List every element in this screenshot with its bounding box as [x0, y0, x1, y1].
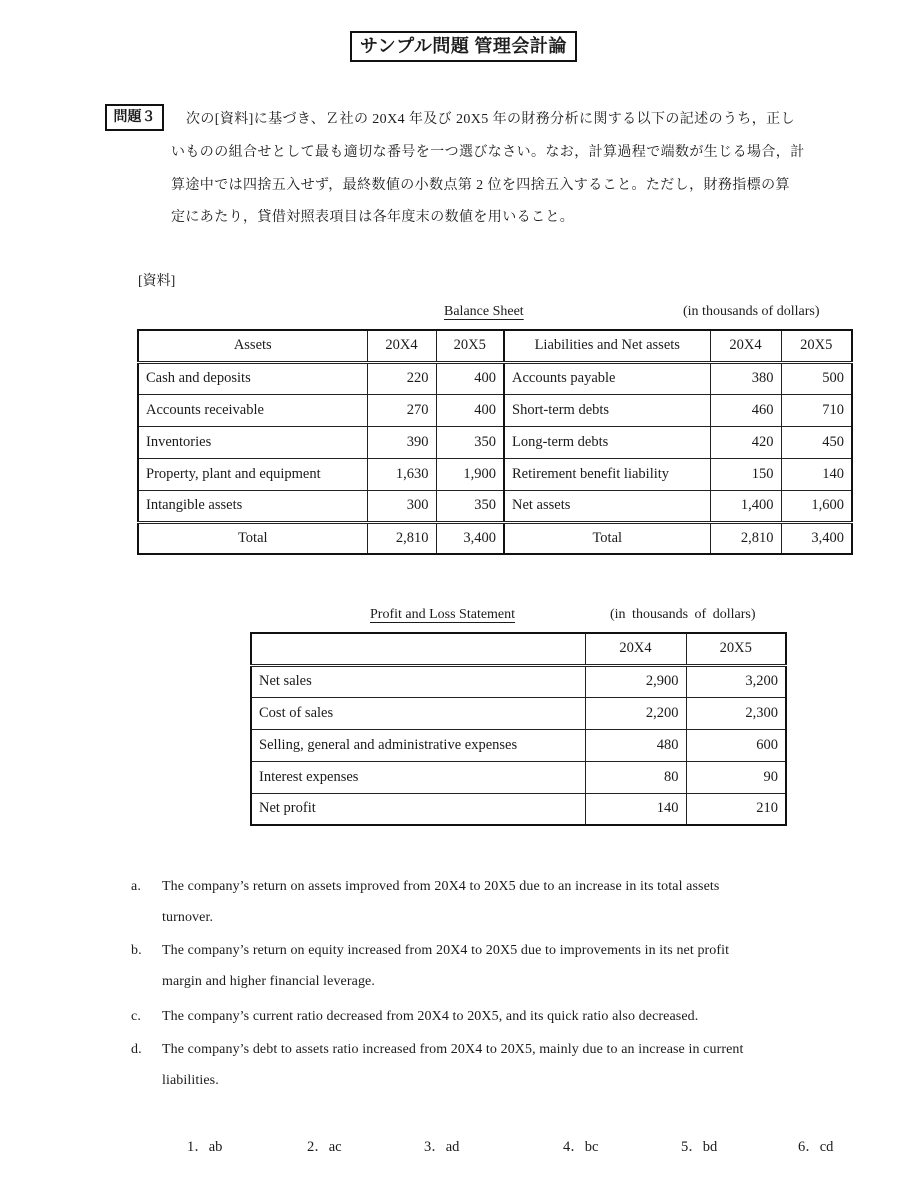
table-cell: 270	[367, 394, 436, 426]
table-cell: 80	[585, 761, 686, 793]
table-cell: 710	[781, 394, 852, 426]
table-cell: Long-term debts	[504, 426, 710, 458]
table-cell: Cash and deposits	[138, 362, 367, 394]
table-cell: 350	[436, 490, 504, 522]
table-cell: 2,810	[367, 522, 436, 554]
pl-statement-table	[250, 632, 787, 826]
statement-text-line: The company’s current ratio decreased from 20X4 to 20X5, and its quick ratio also decreased.	[162, 1009, 699, 1024]
statement-letter: b.	[131, 943, 142, 958]
table-cell: 1,900	[436, 458, 504, 490]
table-row	[251, 697, 786, 729]
table-row	[251, 729, 786, 761]
column-header: 20X4	[710, 330, 781, 362]
table-cell: 2,300	[686, 697, 786, 729]
table-row	[251, 793, 786, 825]
table-cell: Accounts payable	[504, 362, 710, 394]
table-cell: 300	[367, 490, 436, 522]
table-cell: 1,400	[710, 490, 781, 522]
table-cell: 350	[436, 426, 504, 458]
table-cell: Inventories	[138, 426, 367, 458]
table-cell: Total	[138, 522, 367, 554]
statement-text-line: liabilities.	[162, 1073, 219, 1088]
table-cell: Selling, general and administrative expenses	[251, 729, 585, 761]
table-cell: 460	[710, 394, 781, 426]
column-header: Liabilities and Net assets	[504, 330, 710, 362]
question-text-line: 定にあたり，貸借対照表項目は各年度末の数値を用いること。	[171, 210, 575, 225]
table-cell: Net sales	[251, 665, 585, 697]
table-cell: 420	[710, 426, 781, 458]
table-row	[138, 458, 852, 490]
table-row	[138, 362, 852, 394]
table-cell: Total	[504, 522, 710, 554]
table-cell: Interest expenses	[251, 761, 585, 793]
table-cell: 210	[686, 793, 786, 825]
pl-statement-caption: Profit and Loss Statement	[370, 607, 516, 622]
table-cell: Retirement benefit liability	[504, 458, 710, 490]
statement-text-line: The company’s return on equity increased from 20X4 to 20X5 due to improvements in its net profit	[162, 943, 730, 958]
table-cell: 400	[436, 394, 504, 426]
table-row	[138, 426, 852, 458]
table-cell: 600	[686, 729, 786, 761]
statement-letter: a.	[131, 879, 141, 894]
pl-statement-unit: (in thousands of dollars)	[610, 607, 756, 622]
column-header: 20X5	[781, 330, 852, 362]
table-row	[138, 490, 852, 522]
statement-text-line: margin and higher financial leverage.	[162, 974, 375, 989]
table-cell: 450	[781, 426, 852, 458]
table-cell: 150	[710, 458, 781, 490]
table-cell: 390	[367, 426, 436, 458]
statement-text-line: The company’s return on assets improved from 20X4 to 20X5 due to an increase in its total assets	[162, 879, 720, 894]
answer-choice-4[interactable]: 4．bc	[563, 1139, 599, 1155]
answer-choice-2[interactable]: 2．ac	[307, 1139, 342, 1155]
material-label: [資料]	[138, 274, 176, 289]
column-header: Assets	[138, 330, 367, 362]
table-cell: Short-term debts	[504, 394, 710, 426]
table-cell: 140	[585, 793, 686, 825]
table-header-row	[138, 330, 852, 362]
table-cell: 2,200	[585, 697, 686, 729]
table-cell: 90	[686, 761, 786, 793]
answer-choice-3[interactable]: 3．ad	[424, 1139, 460, 1155]
table-cell: Accounts receivable	[138, 394, 367, 426]
table-cell: 380	[710, 362, 781, 394]
table-cell: 400	[436, 362, 504, 394]
column-header: 20X5	[686, 633, 786, 665]
table-cell: Property, plant and equipment	[138, 458, 367, 490]
table-cell: 140	[781, 458, 852, 490]
table-cell: 2,810	[710, 522, 781, 554]
question-text-line: 算途中では四捨五入せず，最終数値の小数点第 2 位を四捨五入すること。ただし，財務指標の算	[171, 178, 790, 193]
question-text-line: いものの組合せとして最も適切な番号を一つ選びなさい。なお，計算過程で端数が生じる場合，計	[171, 145, 805, 160]
table-cell: 220	[367, 362, 436, 394]
statement-text-line: turnover.	[162, 910, 214, 925]
table-cell: Net assets	[504, 490, 710, 522]
balance-sheet-caption: Balance Sheet	[444, 304, 524, 319]
table-cell: Intangible assets	[138, 490, 367, 522]
page-title: サンプル問題 管理会計論	[350, 31, 577, 62]
table-row	[138, 394, 852, 426]
table-header-row	[251, 633, 786, 665]
table-cell: 3,400	[781, 522, 852, 554]
statement-text-line: The company’s debt to assets ratio increased from 20X4 to 20X5, mainly due to an increase in current	[162, 1042, 744, 1057]
table-cell: 1,630	[367, 458, 436, 490]
column-header	[251, 633, 585, 665]
column-header: 20X5	[436, 330, 504, 362]
statement-letter: c.	[131, 1009, 141, 1024]
table-total-row	[138, 522, 852, 554]
statement-letter: d.	[131, 1042, 142, 1057]
column-header: 20X4	[367, 330, 436, 362]
table-cell: 1,600	[781, 490, 852, 522]
question-text-line: 次の[資料]に基づき、Ｚ社の 20X4 年及び 20X5 年の財務分析に関する以下の記述のうち，正し	[186, 112, 795, 127]
table-cell: 480	[585, 729, 686, 761]
table-cell: 2,900	[585, 665, 686, 697]
table-cell: 3,400	[436, 522, 504, 554]
answer-choice-1[interactable]: 1．ab	[187, 1139, 223, 1155]
table-cell: Cost of sales	[251, 697, 585, 729]
question-number-badge: 問題３	[105, 104, 164, 131]
table-cell: 500	[781, 362, 852, 394]
balance-sheet-table	[137, 329, 853, 555]
answer-choice-5[interactable]: 5．bd	[681, 1139, 718, 1155]
table-row	[251, 665, 786, 697]
answer-choice-6[interactable]: 6．cd	[798, 1139, 834, 1155]
table-row	[251, 761, 786, 793]
balance-sheet-unit: (in thousands of dollars)	[683, 304, 820, 319]
table-cell: Net profit	[251, 793, 585, 825]
column-header: 20X4	[585, 633, 686, 665]
table-cell: 3,200	[686, 665, 786, 697]
